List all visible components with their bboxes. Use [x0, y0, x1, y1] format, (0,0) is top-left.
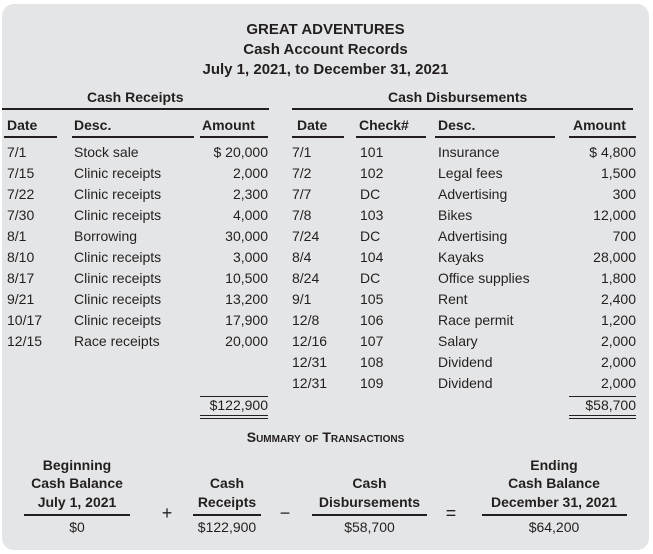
summary-beginning-rule: [24, 514, 130, 516]
disb-date: 9/1: [292, 291, 312, 307]
underline-disb-desc: [435, 136, 555, 138]
disb-check: 106: [360, 312, 384, 328]
summary-beginning-line3: July 1, 2021: [37, 494, 117, 510]
disb-col-date: Date: [297, 117, 328, 133]
disb-date: 8/4: [292, 249, 312, 265]
disb-desc: Advertising: [438, 228, 508, 244]
disb-amount: 1,800: [600, 270, 636, 286]
disb-amount: 2,000: [600, 333, 636, 349]
summary-ending-line1: Ending: [530, 457, 578, 473]
summary-equals-sign: =: [445, 503, 457, 523]
disb-col-check: Check#: [359, 117, 409, 133]
disb-desc: Race permit: [438, 312, 514, 328]
receipt-date: 9/21: [7, 291, 35, 307]
disb-check: 104: [360, 249, 384, 265]
disb-amount: 1,200: [600, 312, 636, 328]
disb-desc: Bikes: [438, 207, 473, 223]
disb-desc: Legal fees: [438, 165, 503, 181]
receipt-desc: Clinic receipts: [74, 312, 162, 328]
receipt-amount: 2,000: [232, 165, 268, 181]
receipt-desc: Clinic receipts: [74, 165, 162, 181]
disb-total-rule-2: [569, 418, 636, 419]
summary-minus-sign: −: [279, 503, 291, 523]
underline-disb-date: [292, 136, 344, 138]
disb-date: 8/24: [292, 270, 320, 286]
receipt-amount: 30,000: [225, 228, 268, 244]
receipt-amount: 10,500: [225, 270, 268, 286]
receipt-desc: Borrowing: [74, 228, 138, 244]
disb-amount: 2,000: [600, 375, 636, 391]
disb-date: 12/31: [292, 354, 328, 370]
underline-desc: [72, 136, 194, 138]
report-period: July 1, 2021, to December 31, 2021: [202, 61, 449, 78]
disb-amount: 12,000: [593, 207, 636, 223]
receipt-amount: 2,300: [232, 186, 268, 202]
receipts-total: $122,900: [209, 397, 268, 413]
summary-receipts-line2: Receipts: [197, 494, 257, 510]
receipt-date: 7/22: [7, 186, 35, 202]
disb-amount: 1,500: [600, 165, 636, 181]
underline-disb-amount: [569, 136, 636, 138]
summary-ending-line2: Cash Balance: [508, 475, 600, 491]
disb-check: DC: [360, 186, 381, 202]
underline-check: [356, 136, 426, 138]
receipts-total-rule-2: [200, 418, 268, 419]
disb-desc: Kayaks: [438, 249, 484, 265]
receipt-desc: Clinic receipts: [74, 249, 162, 265]
receipt-desc: Race receipts: [74, 333, 160, 349]
disb-amount: 2,400: [600, 291, 636, 307]
disb-check: DC: [360, 270, 381, 286]
receipt-desc: Clinic receipts: [74, 270, 162, 286]
disb-total-rule-1: [569, 415, 636, 416]
disb-check: DC: [360, 228, 381, 244]
receipt-amount: 4,000: [232, 207, 268, 223]
receipt-amount: 20,000: [225, 333, 268, 349]
disb-check: 105: [360, 291, 384, 307]
receipt-desc: Stock sale: [74, 144, 139, 160]
receipts-col-date: Date: [7, 117, 38, 133]
disbursements-section-title: Cash Disbursements: [388, 89, 528, 105]
receipt-desc: Clinic receipts: [74, 291, 162, 307]
receipt-desc: Clinic receipts: [74, 186, 162, 202]
receipts-section-rule: [2, 108, 269, 110]
summary-ending-rule: [482, 514, 627, 516]
disb-desc: Advertising: [438, 186, 508, 202]
receipts-section-title: Cash Receipts: [87, 89, 184, 105]
receipt-amount: 13,200: [225, 291, 268, 307]
summary-disbursements-line2: Disbursements: [318, 494, 421, 510]
disb-desc: Salary: [438, 333, 478, 349]
summary-receipts-rule: [193, 514, 261, 516]
disb-amount: 2,000: [600, 354, 636, 370]
underline-amount: [200, 136, 268, 138]
disb-desc: Dividend: [438, 375, 493, 391]
disb-date: 12/31: [292, 375, 328, 391]
receipt-date: 8/1: [7, 228, 27, 244]
disb-date: 12/8: [292, 312, 320, 328]
underline-date: [4, 136, 57, 138]
disb-col-amount: Amount: [573, 117, 626, 133]
receipt-desc: Clinic receipts: [74, 207, 162, 223]
summary-title: Summary of Transactions: [246, 429, 405, 445]
disb-desc: Rent: [438, 291, 468, 307]
disb-amount: 700: [612, 228, 636, 244]
receipt-date: 12/15: [7, 333, 43, 349]
disb-col-desc: Desc.: [438, 117, 476, 133]
disb-check: 103: [360, 207, 384, 223]
receipt-date: 7/1: [7, 144, 27, 160]
summary-disbursements-line1: Cash: [352, 475, 387, 491]
disb-amount: 300: [612, 186, 636, 202]
disb-date: 7/8: [292, 207, 312, 223]
disb-check: 101: [360, 144, 384, 160]
disbursements-total: $58,700: [585, 397, 636, 413]
disb-check: 107: [360, 333, 384, 349]
disb-date: 7/7: [292, 186, 312, 202]
disb-check: 102: [360, 165, 384, 181]
disb-check: 108: [360, 354, 384, 370]
summary-ending-value: $64,200: [528, 519, 580, 535]
report-subtitle: Cash Account Records: [243, 41, 408, 58]
disb-amount: $ 4,800: [589, 144, 636, 160]
disb-amount: 28,000: [593, 249, 636, 265]
disbursements-section-rule: [292, 108, 633, 110]
receipt-date: 7/15: [7, 165, 35, 181]
disb-date: 7/2: [292, 165, 312, 181]
summary-beginning-line1: Beginning: [42, 457, 112, 473]
summary-ending-line3: December 31, 2021: [490, 494, 618, 510]
disb-date: 7/1: [292, 144, 312, 160]
receipt-date: 7/30: [7, 207, 35, 223]
receipt-date: 10/17: [7, 312, 43, 328]
disb-desc: Insurance: [438, 144, 500, 160]
summary-plus-sign: +: [161, 503, 173, 523]
summary-receipts-value: $122,900: [197, 519, 257, 535]
receipts-col-desc: Desc.: [74, 117, 112, 133]
receipts-total-rule-1: [200, 415, 268, 416]
receipt-date: 8/17: [7, 270, 35, 286]
disb-date: 12/16: [292, 333, 328, 349]
receipt-date: 8/10: [7, 249, 35, 265]
summary-beginning-line2: Cash Balance: [31, 475, 123, 491]
disb-date: 7/24: [292, 228, 320, 244]
receipt-amount: $ 20,000: [213, 144, 268, 160]
receipt-amount: 3,000: [232, 249, 268, 265]
disb-check: 109: [360, 375, 384, 391]
summary-beginning-value: $0: [69, 519, 85, 535]
summary-disbursements-value: $58,700: [344, 519, 395, 535]
receipts-col-amount: Amount: [202, 117, 255, 133]
summary-receipts-line1: Cash: [209, 475, 245, 491]
summary-disbursements-rule: [312, 514, 427, 516]
disb-desc: Office supplies: [438, 270, 530, 286]
receipt-amount: 17,900: [225, 312, 268, 328]
disb-desc: Dividend: [438, 354, 493, 370]
company-name: GREAT ADVENTURES: [246, 21, 405, 38]
cash-records-panel: [2, 4, 649, 550]
